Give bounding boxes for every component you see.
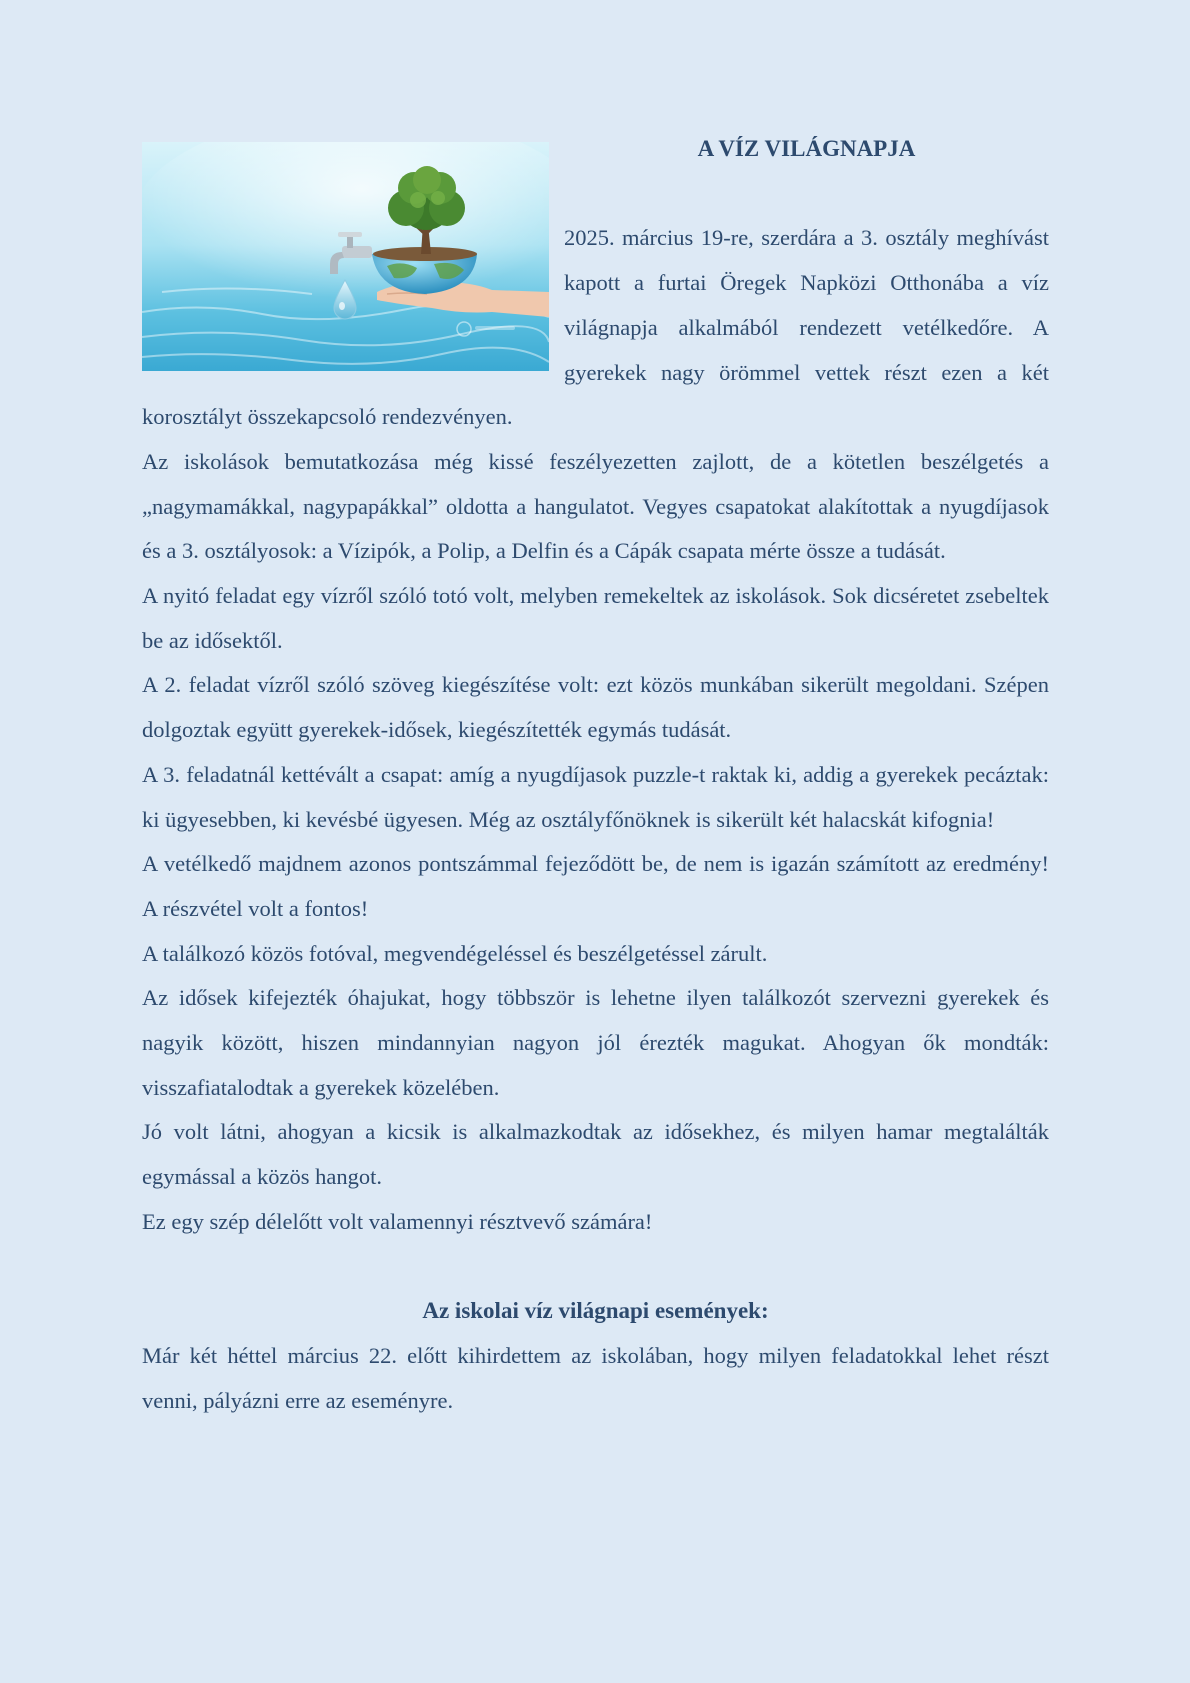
section-spacer (142, 1245, 1049, 1290)
water-tap-tree-hand-image (142, 142, 549, 371)
article-body (142, 127, 1049, 1423)
paragraph: Az iskolások bemutatkozása még kissé feszélyezetten zajlott, de a kötetlen beszélgetés a „nagymamákkal, nagypapákkal” oldotta a hangulatot. Vegyes csapatokat alakítottak a nyugdíjasok és a 3. osztályosok: a Vízipók, a Polip, a Delfin és a Cápák csapata mérte össze a tudását. (142, 448, 1049, 564)
paragraph: A találkozó közös fotóval, megvendégeléssel és beszélgetéssel zárult. (142, 940, 768, 966)
paragraph: A nyitó feladat egy vízről szóló totó volt, melyben remekeltek az iskolások. Sok dicséretet zsebeltek be az idősektől. (142, 583, 1049, 653)
paragraph: Jó volt látni, ahogyan a kicsik is alkalmazkodtak az idősekhez, és milyen hamar megtalálták egymással a közös hangot. (142, 1119, 1049, 1190)
paragraph: Már két héttel március 22. előtt kihirdettem az iskolában, hogy milyen feladatokkal lehet részt venni, pályázni erre az eseményre. (142, 1342, 1049, 1413)
paragraph: A 2. feladat vízről szóló szöveg kiegészítése volt: ezt közös munkában sikerült megoldani. Szépen dolgoztak együtt gyerekek-idősek, kiegészítették egymás tudását. (142, 672, 1049, 743)
paragraph: Ez egy szép délelőtt volt valamennyi résztvevő számára! (142, 1208, 653, 1234)
section-heading: Az iskolai víz világnapi események: (422, 1298, 769, 1324)
paragraph: 2025. március 19-re, szerdára a 3. osztály meghívást kapott a furtai Öregek Napközi Otthonába a víz világnapja alkalmából rendezett vetélkedőre. A gyerekek nagy örömmel vettek részt ezen a két korosztályt összekapcsoló rendezvényen. (142, 225, 1049, 430)
paragraph: A vetélkedő majdnem azonos pontszámmal fejeződött be, de nem is igazán számított az eredmény! A részvétel volt a fontos! (142, 851, 1049, 921)
paragraph: Az idősek kifejezték óhajukat, hogy többször is lehetne ilyen találkozót szervezni gyerekek és nagyik között, hiszen mindannyian nagyon jól érezték magukat. Ahogyan ők mondták: visszafiatalodtak a gyerekek közelében. (142, 985, 1049, 1100)
paragraph: A 3. feladatnál kettévált a csapat: amíg a nyugdíjasok puzzle-t raktak ki, addig a gyerekek pecáztak: ki ügyesebben, ki kevésbé ügyesen. Még az osztályfőnöknek is sikerült két halacskát kifognia! (142, 761, 1049, 832)
page-title: A VÍZ VILÁGNAPJA (697, 136, 916, 161)
